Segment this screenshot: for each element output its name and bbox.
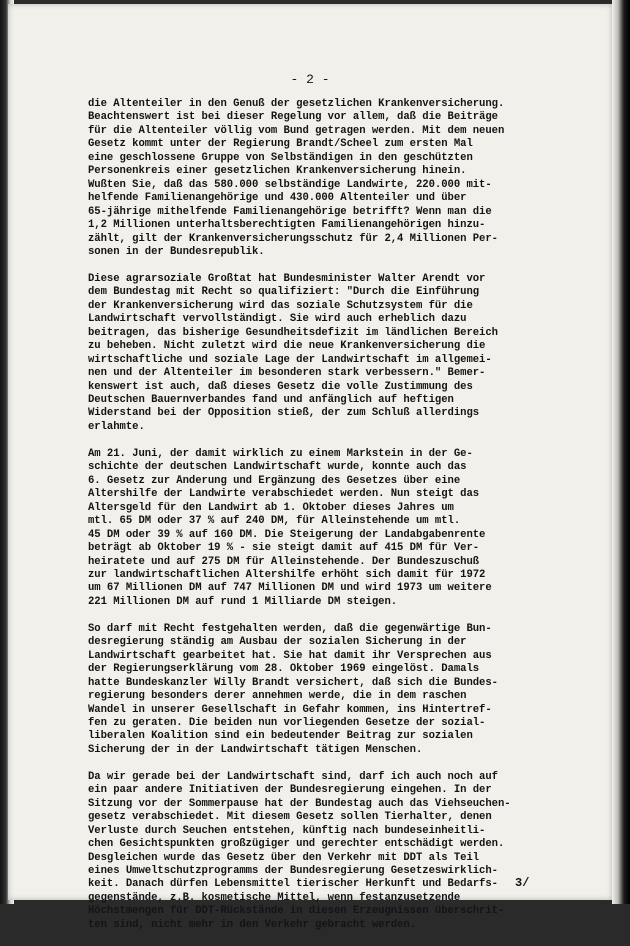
text-line: um 67 Millionen DM auf 747 Millionen DM und wird 1973 um weitere: [88, 582, 492, 595]
text-line: der Krankenversicherung wird das soziale Schutzsystem für die: [88, 299, 473, 312]
text-line: sonen in der Bundesrepublik.: [88, 245, 265, 258]
text-line: Am 21. Juni, der damit wirklich zu einem Markstein in der Ge-: [88, 447, 473, 460]
text-line: Altersgeld für den Landwirt ab 1. Oktober dieses Jahres um: [88, 501, 454, 514]
text-line: Beachtenswert ist bei dieser Regelung vor allem, daß die Beiträge: [88, 111, 498, 124]
text-line: wirtschaftliche und soziale Lage der Landwirtschaft im allgemei-: [88, 353, 492, 366]
text-line: Verluste durch Seuchen entstehen, künftig nach bundeseinheitli-: [88, 824, 486, 837]
text-line: 65-jährige mithelfende Familienangehörige betrifft? Wenn man die: [88, 205, 492, 218]
text-line: 45 DM oder 39 % auf 160 DM. Die Steigerung der Landabgabenrente: [88, 528, 486, 541]
text-line: Desgleichen wurde das Gesetz über den Verkehr mit DDT als Teil: [88, 851, 480, 864]
text-line: erlahmte.: [88, 420, 145, 433]
text-line: beträgt ab Oktober 19 % - sie steigt damit auf 415 DM für Ver-: [88, 542, 480, 555]
text-line: Deutschen Bauernverbandes fand und anfänglich auf heftigen: [88, 394, 454, 407]
text-line: ein paar andere Initiativen der Bundesregierung eingehen. In der: [88, 784, 492, 797]
next-page-reference: 3/: [515, 876, 530, 890]
text-line: beitragen, das bisherige Gesundheitsdefizit im ländlichen Bereich: [88, 326, 498, 339]
text-line: Widerstand bei der Opposition stieß, der zum Schluß allerdings: [88, 407, 480, 420]
text-line: Wußten Sie, daß das 580.000 selbständige Landwirte, 220.000 mit-: [88, 178, 492, 191]
text-line: 221 Millionen DM auf rund 1 Milliarde DM steigen.: [88, 595, 398, 608]
text-line: die Altenteiler in den Genuß der gesetzlichen Krankenversicherung.: [88, 98, 505, 110]
text-line: liberalen Koalition sind ein bedeutender Beitrag zur sozialen: [88, 730, 473, 743]
paragraph-1: [88, 98, 570, 259]
text-line: Personenkreis einer gesetzlichen Krankenversicherung hinein.: [88, 165, 467, 178]
body-text: [88, 98, 570, 946]
text-line: hatte Bundeskanzler Willy Brandt versichert, daß sich die Bundes-: [88, 676, 498, 689]
text-line: 1,2 Millionen unterhaltsberechtigten Familienangehörigen hinzu-: [88, 219, 486, 232]
document-page: [8, 4, 612, 931]
text-line: nen und der Altenteiler im besonderen stark verbessern." Bemer-: [88, 367, 486, 380]
text-line: gesetz verabschiedet. Mit diesem Gesetz sollen Tierhalter, denen: [88, 811, 492, 824]
text-line: Altershilfe der Landwirte verabschiedet werden. Nun steigt das: [88, 488, 480, 501]
text-line: schichte der deutschen Landwirtschaft wurde, konnte auch das: [88, 461, 467, 474]
paragraph-3: [88, 448, 570, 609]
text-line: Höchstmengen für DDT-Rückstände in diesen Erzeugnissen überschrit-: [88, 905, 505, 918]
text-line: Wandel in unserer Gesellschaft in Gefahr kommen, ins Hintertref-: [88, 703, 492, 716]
text-line: für die Altenteiler völlig vom Bund getragen werden. Mit dem neuen: [88, 124, 505, 137]
text-line: Da wir gerade bei der Landwirtschaft sind, darf ich auch noch auf: [88, 770, 498, 783]
paragraph-4: [88, 623, 570, 758]
text-line: eine geschlossene Gruppe von Selbständigen in den geschützten: [88, 151, 473, 164]
text-line: zählt, gilt der Krankenversicherungsschutz für 2,4 Millionen Per-: [88, 232, 498, 245]
text-line: ten sind, nicht mehr in den Verkehr gebracht werden.: [88, 918, 416, 931]
paragraph-5: [88, 771, 570, 932]
text-line: regierung besonders derer annehmen werde, die in dem raschen: [88, 690, 467, 703]
text-line: chen Gesichtspunkten großzügiger und gerechter entschädigt werden.: [88, 838, 505, 851]
text-line: heiratete und auf 275 DM für Alleinstehende. Der Bundeszuschuß: [88, 555, 480, 568]
text-line: zu beheben. Nicht zuletzt wird die neue Krankenversicherung die: [88, 340, 486, 353]
text-line: So darf mit Recht festgehalten werden, daß die gegenwärtige Bun-: [88, 622, 492, 635]
text-line: desregierung ständig am Ausbau der sozialen Sicherung in der: [88, 636, 467, 649]
text-line: Landwirtschaft vervollständigt. Sie wird auch erheblich dazu: [88, 313, 467, 326]
text-line: keit. Danach dürfen Lebensmittel tierischer Herkunft und Bedarfs-: [88, 878, 498, 891]
text-line: zur landwirtschaftlichen Altershilfe erhöht sich damit für 1972: [88, 568, 486, 581]
text-line: eines Umweltschutzprogramms der Bundesregierung Gesetzeswirklich-: [88, 865, 498, 878]
text-line: Sitzung vor der Sommerpause hat der Bundestag auch das Viehseuchen-: [88, 797, 511, 810]
text-line: helfende Familienangehörige und 430.000 Altenteiler und über: [88, 192, 467, 205]
scan-edge-right: [612, 0, 630, 904]
page-number: - 2 -: [290, 72, 330, 87]
text-line: Diese agrarsoziale Großtat hat Bundesminister Walter Arendt vor: [88, 272, 486, 285]
text-line: Gesetz kommt unter der Regierung Brandt/Scheel zum ersten Mal: [88, 138, 473, 151]
text-line: Landwirtschaft gearbeitet hat. Sie hat damit ihr Versprechen aus: [88, 649, 492, 662]
text-line: der Regierungserklärung vom 28. Oktober 1969 eingelöst. Damals: [88, 663, 480, 676]
text-line: mtl. 65 DM oder 37 % auf 240 DM, für Alleinstehende um mtl.: [88, 515, 461, 528]
paragraph-2: [88, 273, 570, 434]
text-line: kenswert ist auch, daß dieses Gesetz die volle Zustimmung des: [88, 380, 473, 393]
text-line: fen zu geraten. Die beiden nun vorliegenden Gesetze der sozial-: [88, 716, 486, 729]
text-line: Sicherung der in der Landwirtschaft tätigen Menschen.: [88, 743, 423, 756]
text-line: gegenstände, z.B. kosmetische Mittel, wenn festanzusetzende: [88, 891, 461, 904]
text-line: 6. Gesetz zur Änderung und Ergänzung des Gesetzes über eine: [88, 474, 461, 487]
text-line: dem Bundestag mit Recht so qualifiziert: "Durch die Einführung: [88, 286, 480, 299]
